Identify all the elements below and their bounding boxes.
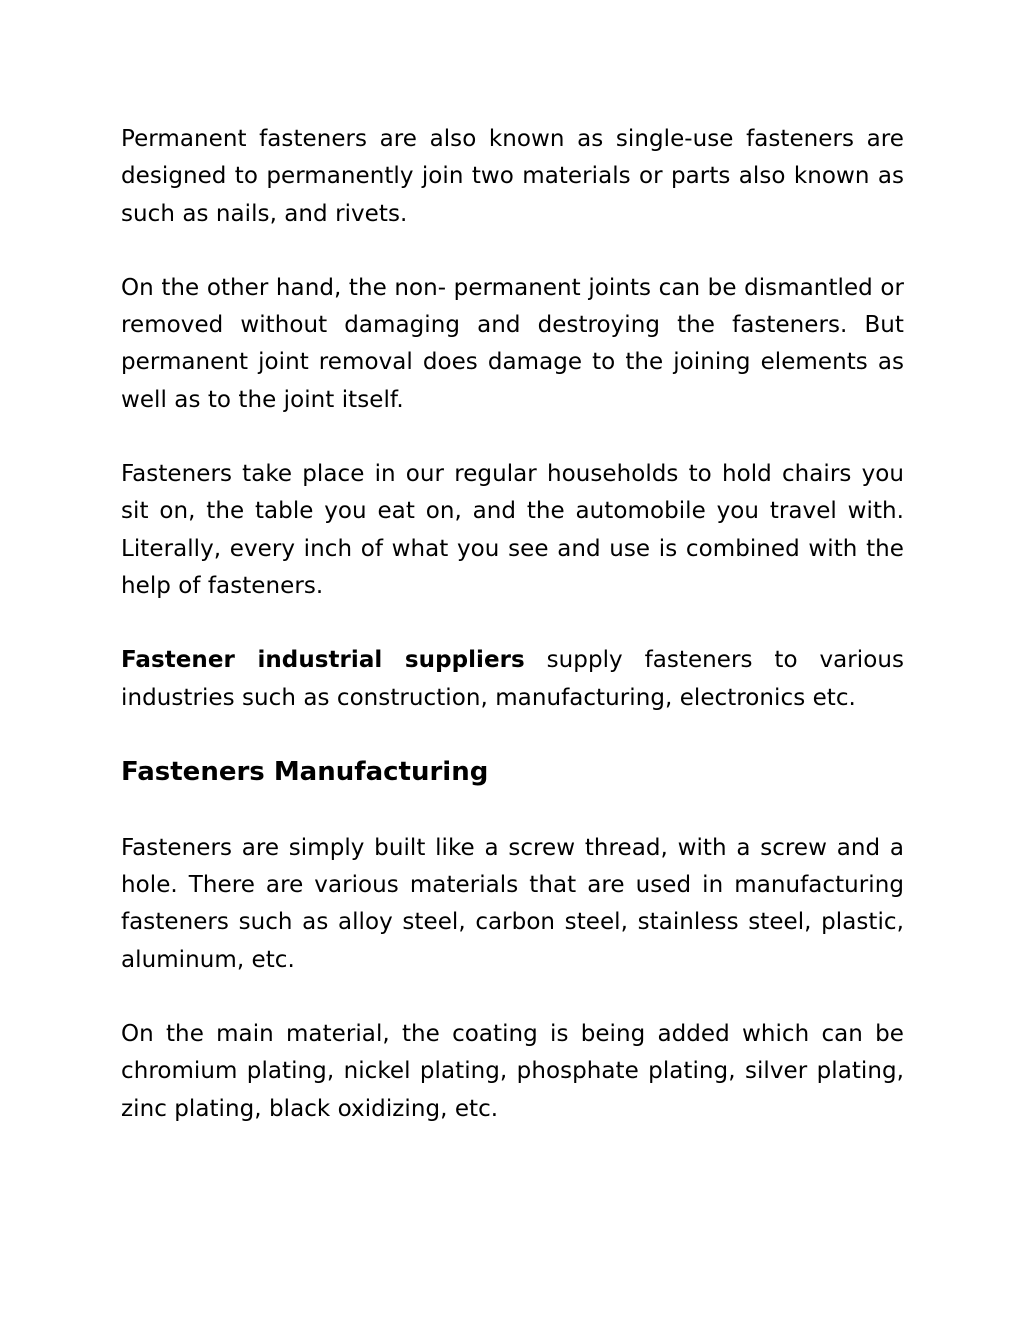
document-page xyxy=(121,121,904,1128)
paragraph-household-fasteners: Fasteners take place in our regular households to hold chairs you sit on, the table you eat on, and the automobile you travel with. Literally, every inch of what you see and use is combined with the help of fasteners. xyxy=(121,461,904,599)
paragraph-industrial-suppliers xyxy=(121,642,904,717)
paragraph-screw-thread: Fasteners are simply built like a screw thread, with a screw and a hole. There are various materials that are used in manufacturing fasteners such as alloy steel, carbon steel, stainless steel, plastic, aluminum, etc. xyxy=(121,834,904,973)
paragraph-coating: On the main material, the coating is being added which can be chromium plating, nickel plating, phosphate plating, silver plating, zinc plating, black oxidizing, etc. xyxy=(121,1021,904,1122)
suppliers-bold-phrase: Fastener industrial suppliers xyxy=(121,647,525,674)
paragraph-permanent-fasteners: Permanent fasteners are also known as single-use fasteners are designed to permanently join two materials or parts also known as such as nails, and rivets. xyxy=(121,126,904,227)
suppliers-text: supply fasteners to various industries such as construction, manufacturing, electronics etc. xyxy=(121,647,904,711)
paragraph-non-permanent-joints: On the other hand, the non- permanent joints can be dismantled or removed without damaging and destroying the fasteners. But permanent joint removal does damage to the joining elements as well as to the joint itself. xyxy=(121,274,904,413)
section-heading: Fasteners Manufacturing xyxy=(121,756,489,787)
